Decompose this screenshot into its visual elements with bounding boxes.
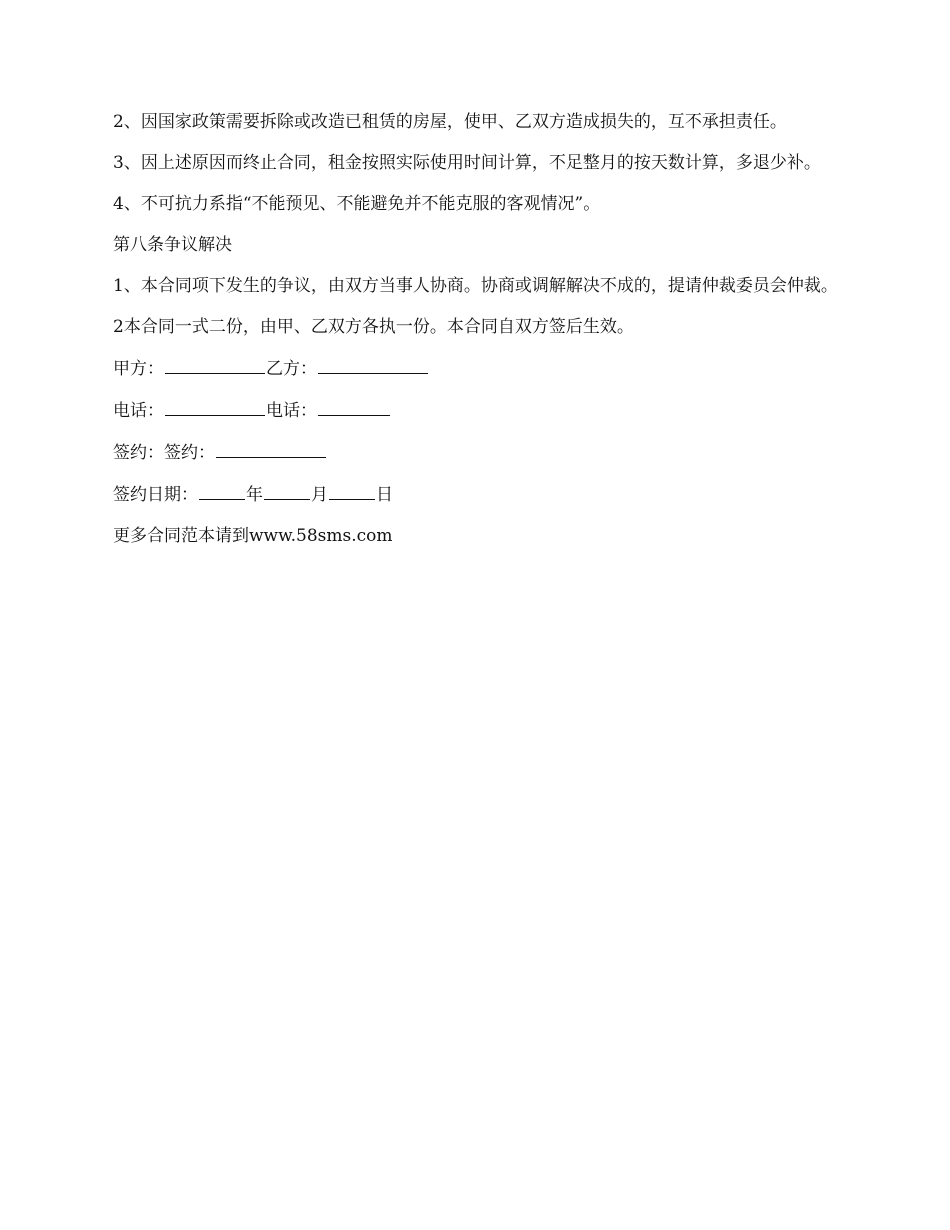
- party-a-blank: [165, 357, 265, 374]
- year-blank: [199, 483, 245, 500]
- month-blank: [264, 483, 310, 500]
- year-label: 年: [246, 485, 263, 505]
- month-label: 月: [311, 485, 328, 505]
- section-heading-article-8: 第八条争议解决: [113, 235, 232, 255]
- phone-b-label: 电话：: [266, 401, 317, 421]
- sign-label: 签约：签约：: [113, 443, 215, 463]
- clause-paragraph-3: 3、因上述原因而终止合同，租金按照实际使用时间计算，不足整月的按天数计算，多退少补。: [113, 153, 821, 173]
- sign-date-line: [113, 483, 843, 506]
- dispute-paragraph-1: 1、本合同项下发生的争议，由双方当事人协商。协商或调解解决不成的，提请仲裁委员会仲裁。: [113, 276, 838, 296]
- sign-line: [113, 441, 843, 464]
- sign-blank: [216, 441, 326, 458]
- document-body: [113, 111, 843, 566]
- dispute-paragraph-2: 2本合同一式二份，由甲、乙双方各执一份。本合同自双方签后生效。: [113, 317, 634, 337]
- footer-link-text: 更多合同范本请到www.58sms.com: [113, 526, 393, 546]
- clause-paragraph-2: 2、因国家政策需要拆除或改造已租赁的房屋，使甲、乙双方造成损失的，互不承担责任。: [113, 112, 787, 132]
- phone-b-blank: [318, 399, 390, 416]
- clause-paragraph-4: 4、不可抗力系指“不能预见、不能避免并不能克服的客观情况”。: [113, 194, 601, 214]
- day-label: 日: [376, 485, 393, 505]
- party-a-label: 甲方：: [113, 359, 164, 379]
- phone-line: [113, 399, 843, 422]
- party-b-label: 乙方：: [266, 359, 317, 379]
- party-signature-line: [113, 357, 843, 380]
- phone-a-label: 电话：: [113, 401, 164, 421]
- party-b-blank: [318, 357, 428, 374]
- phone-a-blank: [165, 399, 265, 416]
- sign-date-label: 签约日期：: [113, 485, 198, 505]
- day-blank: [329, 483, 375, 500]
